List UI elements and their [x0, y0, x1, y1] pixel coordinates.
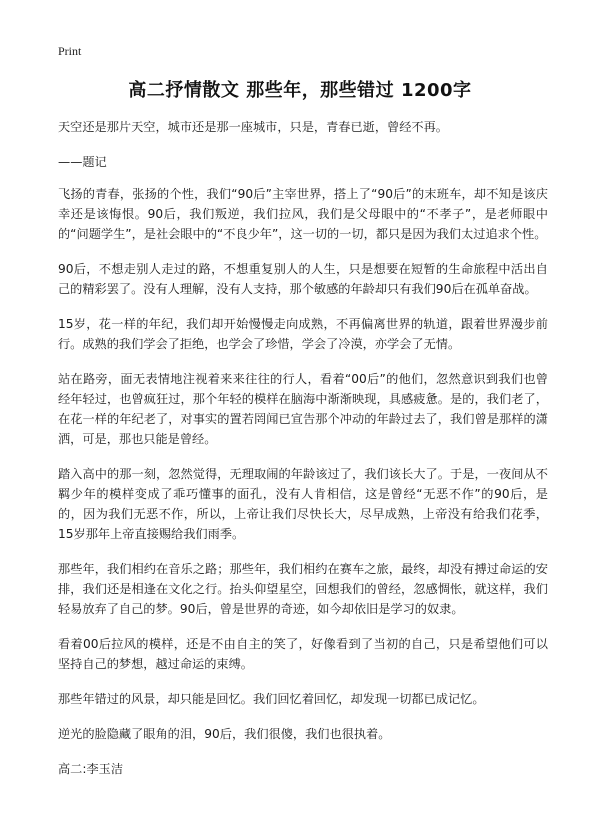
paragraph-body: 15岁，花一样的年纪，我们却开始慢慢走向成熟，不再偏离世界的轨道，跟着世界漫步前行。成熟的我们学会了拒绝，也学会了珍惜，学会了冷漠，亦学会了无情。 — [58, 317, 548, 351]
article-body — [58, 117, 548, 794]
paragraph-body: 看着00后拉风的模样，还是不由自主的笑了，好像看到了当初的自己，只是希望他们可以坚持自己的梦想，越过命运的束缚。 — [58, 637, 548, 671]
paragraph-body: 那些年错过的风景，却只能是回忆。我们回忆着回忆，却发现一切都已成记忆。 — [58, 692, 485, 706]
paragraph-author: 高二:李玉洁 — [58, 762, 124, 776]
paragraph-body: 飞扬的青春，张扬的个性，我们“90后”主宰世界，搭上了“90后”的末班车，却不知是该庆幸还是该悔恨。90后，我们叛逆，我们拉风，我们是父母眼中的“不孝子”，是老师眼中的“问题学生”，是社会眼中的“不良少年”，这一切的一切，都只是因为我们太过追求个性。 — [58, 187, 548, 241]
paragraph-body: 90后，不想走别人走过的路，不想重复别人的人生，只是想要在短暂的生命旅程中活出自己的精彩罢了。没有人理解，没有人支持，那个敏感的年龄却只有我们90后在孤单奋战。 — [58, 262, 548, 296]
print-link[interactable]: Print — [58, 44, 82, 58]
paragraph-epigraph-source: ——题记 — [58, 155, 107, 169]
paragraph-intro: 天空还是那片天空，城市还是那一座城市，只是，青春已逝，曾经不再。 — [58, 120, 448, 134]
paragraph-body: 那些年，我们相约在音乐之路；那些年，我们相约在赛车之旅，最终，却没有搏过命运的安排，我们还是相逢在文化之行。抬头仰望星空，回想我们的曾经，忽感惆怅，就这样，我们轻易放弃了自己的梦。90后，曾是世界的奇迹，如今却依旧是学习的奴隶。 — [58, 562, 548, 616]
article-title: 高二抒情散文 那些年，那些错过 1200字 — [128, 80, 472, 101]
paragraph-body: 站在路旁，面无表情地注视着来来往往的行人，看着“00后”的他们，忽然意识到我们也曾经年轻过，也曾疯狂过，那个年轻的模样在脑海中渐渐映现，具感疲惫。是的，我们老了，在花一样的年纪老了，对事实的置若罔闻已宣告那个冲动的年龄过去了，我们曾是那样的潇洒，可是，那也只能是曾经。 — [58, 372, 548, 446]
paragraph-body: 逆光的脸隐藏了眼角的泪，90后，我们很傻，我们也很执着。 — [58, 727, 391, 741]
paragraph-body: 踏入高中的那一刻，忽然觉得，无理取闹的年龄该过了，我们该长大了。于是，一夜间从不羁少年的模样变成了乖巧懂事的面孔，没有人肯相信，这是曾经“无恶不作”的90后，是的，因为我们无恶不作，所以，上帝让我们尽快长大，尽早成熟，上帝没有给我们花季，15岁那年上帝直接赐给我们雨季。 — [58, 467, 548, 541]
